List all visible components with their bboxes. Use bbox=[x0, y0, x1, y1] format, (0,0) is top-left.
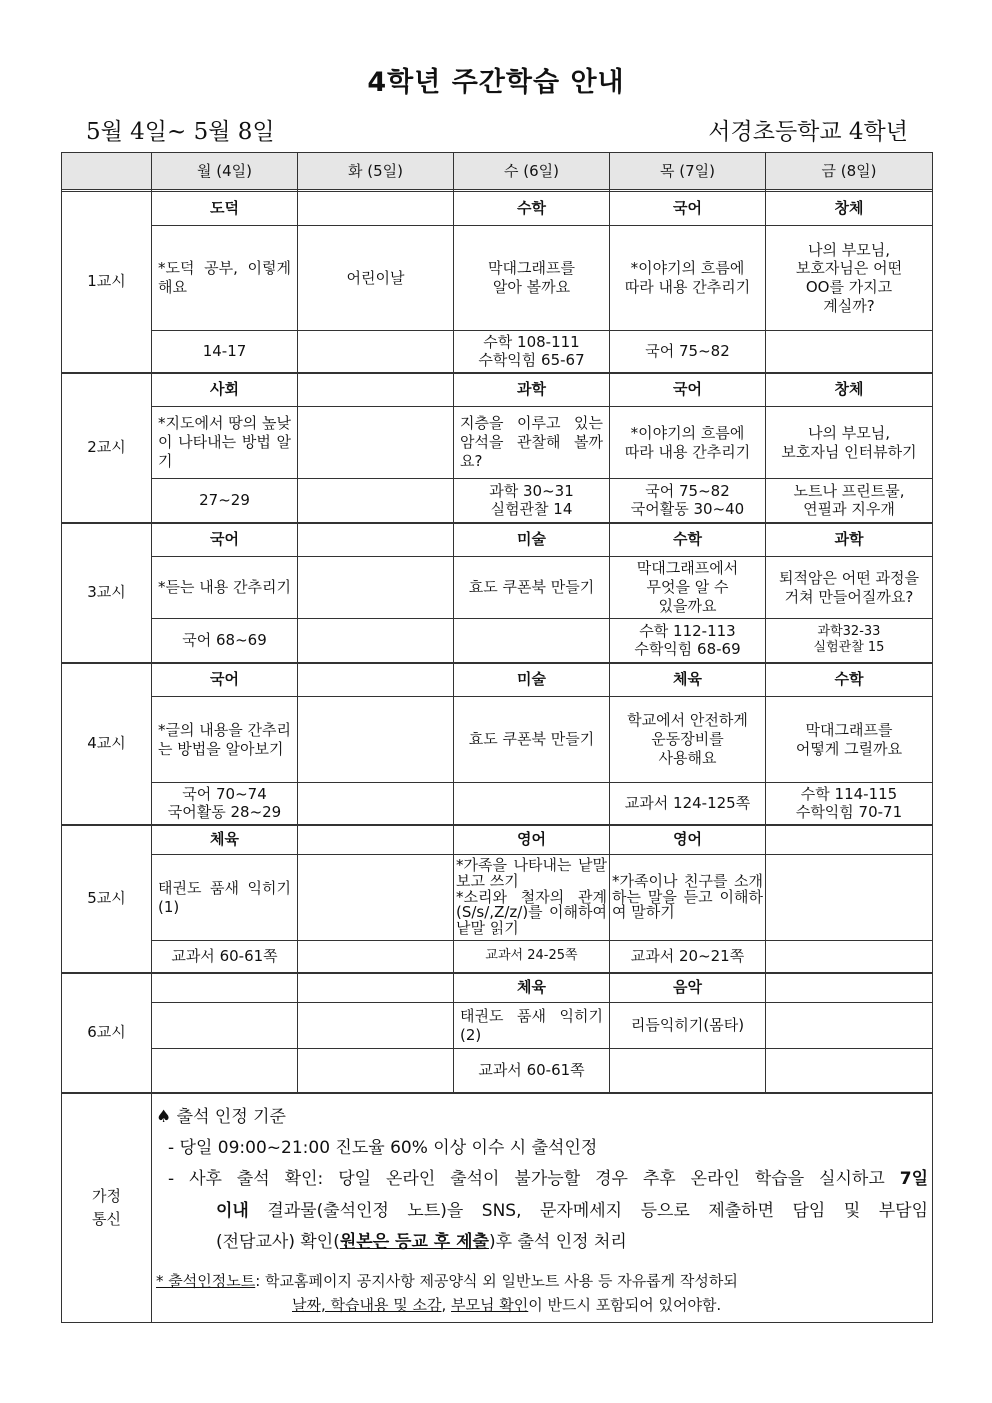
day-header: 목 (7일) bbox=[610, 153, 766, 190]
subject-cell: 과학 bbox=[454, 373, 610, 407]
page-cell bbox=[454, 619, 610, 663]
footnote-underline: 날짜, 학습내용 및 소감 bbox=[292, 1295, 442, 1314]
header-row bbox=[62, 153, 933, 190]
day-header: 금 (8일) bbox=[766, 153, 933, 190]
content-cell: *도덕 공부, 이렇게 해요 bbox=[152, 226, 298, 331]
content-cell: 지층을 이루고 있는 암석을 관찰해 볼까요? bbox=[454, 407, 610, 479]
page-cell: 교과서 124-125쪽 bbox=[610, 783, 766, 825]
period-row bbox=[62, 973, 933, 1003]
subject-cell bbox=[298, 523, 454, 557]
notice-content bbox=[152, 1093, 933, 1323]
content-cell bbox=[152, 1003, 298, 1049]
subject-cell: 국어 bbox=[610, 373, 766, 407]
period-row bbox=[62, 1003, 933, 1049]
content-cell: *이야기의 흐름에 따라 내용 간추리기 bbox=[610, 226, 766, 331]
content-cell: 막대그래프를 어떻게 그릴까요 bbox=[766, 697, 933, 783]
page-cell: 과학 30~31 실험관찰 14 bbox=[454, 479, 610, 523]
subject-cell: 영어 bbox=[610, 825, 766, 855]
notice-label-2: 통신 bbox=[92, 1209, 121, 1228]
subject-cell: 음악 bbox=[610, 973, 766, 1003]
period-row bbox=[62, 941, 933, 973]
content-cell bbox=[298, 697, 454, 783]
period-row bbox=[62, 407, 933, 479]
day-header: 월 (4일) bbox=[152, 153, 298, 190]
page-cell bbox=[766, 331, 933, 373]
subject-cell: 영어 bbox=[454, 825, 610, 855]
subject-cell: 도덕 bbox=[152, 192, 298, 226]
period-row bbox=[62, 373, 933, 407]
content-cell: *듣는 내용 간추리기 bbox=[152, 557, 298, 619]
page-cell bbox=[454, 783, 610, 825]
subject-cell bbox=[766, 973, 933, 1003]
content-cell bbox=[298, 855, 454, 941]
page-cell: 14-17 bbox=[152, 331, 298, 373]
day-header: 화 (5일) bbox=[298, 153, 454, 190]
page-cell: 국어 68~69 bbox=[152, 619, 298, 663]
subject-cell: 국어 bbox=[152, 663, 298, 697]
content-cell bbox=[298, 557, 454, 619]
footnote-line bbox=[156, 1269, 928, 1293]
period-row bbox=[62, 479, 933, 523]
subject-cell: 체육 bbox=[152, 825, 298, 855]
content-cell: *지도에서 땅의 높낮이 나타내는 방법 알기 bbox=[152, 407, 298, 479]
period-row bbox=[62, 855, 933, 941]
content-cell: 리듬익히기(몸타) bbox=[610, 1003, 766, 1049]
period-row bbox=[62, 825, 933, 855]
subject-cell: 과학 bbox=[766, 523, 933, 557]
content-cell bbox=[298, 407, 454, 479]
content-cell: *가족을 나타내는 낱말 보고 쓰기 *소리와 철자의 관계(S/s/,Z/z/)를 이해하여 낱말 읽기 bbox=[454, 855, 610, 941]
content-cell: 효도 쿠폰북 만들기 bbox=[454, 557, 610, 619]
page-cell: 노트나 프린트물, 연필과 지우개 bbox=[766, 479, 933, 523]
page-cell: 수학 112-113 수학익힘 68-69 bbox=[610, 619, 766, 663]
page-cell: 과학32-33 실험관찰 15 bbox=[766, 619, 933, 663]
notice-label bbox=[62, 1093, 152, 1323]
page-cell: 교과서 20~21쪽 bbox=[610, 941, 766, 973]
content-cell: 나의 부모님, 보호자님 인터뷰하기 bbox=[766, 407, 933, 479]
period-row bbox=[62, 331, 933, 373]
page-cell bbox=[298, 941, 454, 973]
subject-cell bbox=[152, 973, 298, 1003]
subject-cell: 체육 bbox=[454, 973, 610, 1003]
notice-text: )후 출석 인정 처리 bbox=[488, 1232, 627, 1253]
notice-text: 결과물(출석인정 노트)을 SNS, 문자메세지 등으로 제출하면 담임 및 부담임 bbox=[248, 1200, 928, 1221]
period-label: 1교시 bbox=[62, 192, 152, 373]
page-cell: 국어 75~82 bbox=[610, 331, 766, 373]
page-title: 4학년 주간학습 안내 bbox=[367, 67, 625, 98]
footnote-text: : 학교홈페이지 공지사항 제공양식 외 일반노트 사용 등 자유롭게 작성하되 bbox=[255, 1271, 738, 1290]
period-label: 4교시 bbox=[62, 663, 152, 825]
page-cell: 교과서 60-61쪽 bbox=[454, 1049, 610, 1093]
footnote-line bbox=[156, 1293, 928, 1317]
content-cell bbox=[766, 855, 933, 941]
page-cell: 교과서 60-61쪽 bbox=[152, 941, 298, 973]
schedule-table bbox=[61, 152, 933, 1323]
subject-cell: 미술 bbox=[454, 523, 610, 557]
period-row bbox=[62, 697, 933, 783]
page-cell bbox=[298, 1049, 454, 1093]
period-row bbox=[62, 619, 933, 663]
content-cell: 어린이날 bbox=[298, 226, 454, 331]
notice-text: (전담교사) 확인( bbox=[216, 1232, 340, 1253]
period-row bbox=[62, 226, 933, 331]
content-cell: 나의 부모님, 보호자님은 어떤 OO를 가지고 계실까? bbox=[766, 226, 933, 331]
content-cell: 퇴적암은 어떤 과정을 거쳐 만들어질까요? bbox=[766, 557, 933, 619]
school-name: 서경초등학교 4학년 bbox=[708, 119, 908, 145]
subject-cell: 미술 bbox=[454, 663, 610, 697]
notice-line: - 당일 09:00~21:00 진도율 60% 이상 이수 시 출석인정 bbox=[168, 1137, 598, 1158]
period-row bbox=[62, 523, 933, 557]
page-cell: 27~29 bbox=[152, 479, 298, 523]
page-cell: 국어 70~74 국어활동 28~29 bbox=[152, 783, 298, 825]
footnote-underline: 부모님 확인 bbox=[451, 1295, 529, 1314]
page-cell bbox=[766, 941, 933, 973]
period-label: 2교시 bbox=[62, 373, 152, 523]
content-cell: 막대그래프에서 무엇을 알 수 있을까요 bbox=[610, 557, 766, 619]
subject-cell: 국어 bbox=[610, 192, 766, 226]
period-label: 5교시 bbox=[62, 825, 152, 973]
subject-cell bbox=[298, 663, 454, 697]
subject-cell bbox=[298, 973, 454, 1003]
period-row bbox=[62, 557, 933, 619]
period-row bbox=[62, 663, 933, 697]
subject-cell: 창체 bbox=[766, 192, 933, 226]
content-cell bbox=[298, 1003, 454, 1049]
content-cell bbox=[766, 1003, 933, 1049]
period-label: 6교시 bbox=[62, 973, 152, 1093]
page-cell: 수학 108-111 수학익힘 65-67 bbox=[454, 331, 610, 373]
notice-footnote bbox=[156, 1269, 928, 1317]
subject-cell bbox=[298, 192, 454, 226]
page-cell bbox=[766, 1049, 933, 1093]
period-row bbox=[62, 783, 933, 825]
page-cell: 국어 75~82 국어활동 30~40 bbox=[610, 479, 766, 523]
day-header: 수 (6일) bbox=[454, 153, 610, 190]
notice-heading: ♠ 출석 인정 기준 bbox=[156, 1106, 286, 1127]
period-row bbox=[62, 1049, 933, 1093]
period-row bbox=[62, 192, 933, 226]
page-cell bbox=[298, 783, 454, 825]
page-cell: 수학 114-115 수학익힘 70-71 bbox=[766, 783, 933, 825]
footnote-text: , bbox=[441, 1295, 452, 1314]
content-cell: *글의 내용을 간추리는 방법을 알아보기 bbox=[152, 697, 298, 783]
notice-line bbox=[156, 1164, 928, 1195]
notice-underline: 원본은 등교 후 제출 bbox=[339, 1232, 489, 1253]
footnote-text: 이 반드시 포함되어 있어야함. bbox=[528, 1295, 722, 1314]
header-blank bbox=[62, 153, 152, 190]
notice-emphasis: 7일 bbox=[899, 1169, 928, 1190]
subject-cell: 수학 bbox=[766, 663, 933, 697]
subject-cell: 사회 bbox=[152, 373, 298, 407]
notice-row bbox=[62, 1093, 933, 1323]
notice-line bbox=[156, 1227, 928, 1258]
content-cell: 막대그래프를 알아 볼까요 bbox=[454, 226, 610, 331]
date-range: 5월 4일~ 5월 8일 bbox=[86, 119, 275, 145]
subject-cell bbox=[298, 825, 454, 855]
content-cell: *이야기의 흐름에 따라 내용 간추리기 bbox=[610, 407, 766, 479]
notice-emphasis: 이내 bbox=[216, 1200, 249, 1221]
content-cell: *가족이나 친구를 소개하는 말을 듣고 이해하여 말하기 bbox=[610, 855, 766, 941]
content-cell: 태권도 품새 익히기 (2) bbox=[454, 1003, 610, 1049]
page-cell bbox=[610, 1049, 766, 1093]
page-cell bbox=[298, 479, 454, 523]
notice-text: - 사후 출석 확인: 당일 온라인 출석이 불가능할 경우 추후 온라인 학습을 실시하고 bbox=[168, 1169, 900, 1190]
subject-cell bbox=[766, 825, 933, 855]
period-label: 3교시 bbox=[62, 523, 152, 663]
subject-cell: 국어 bbox=[152, 523, 298, 557]
notice-line bbox=[156, 1196, 928, 1227]
subject-cell: 수학 bbox=[454, 192, 610, 226]
subject-cell: 창체 bbox=[766, 373, 933, 407]
subject-cell: 수학 bbox=[610, 523, 766, 557]
content-cell: 효도 쿠폰북 만들기 bbox=[454, 697, 610, 783]
content-cell: 태권도 품새 익히기 (1) bbox=[152, 855, 298, 941]
notice-label-1: 가정 bbox=[92, 1187, 121, 1206]
subject-cell: 체육 bbox=[610, 663, 766, 697]
page-cell bbox=[298, 331, 454, 373]
footnote-underline: * 출석인정노트 bbox=[156, 1271, 256, 1290]
subject-cell bbox=[298, 373, 454, 407]
page-cell: 교과서 24-25쪽 bbox=[454, 941, 610, 973]
content-cell: 학교에서 안전하게 운동장비를 사용해요 bbox=[610, 697, 766, 783]
page-cell bbox=[152, 1049, 298, 1093]
page-cell bbox=[298, 619, 454, 663]
